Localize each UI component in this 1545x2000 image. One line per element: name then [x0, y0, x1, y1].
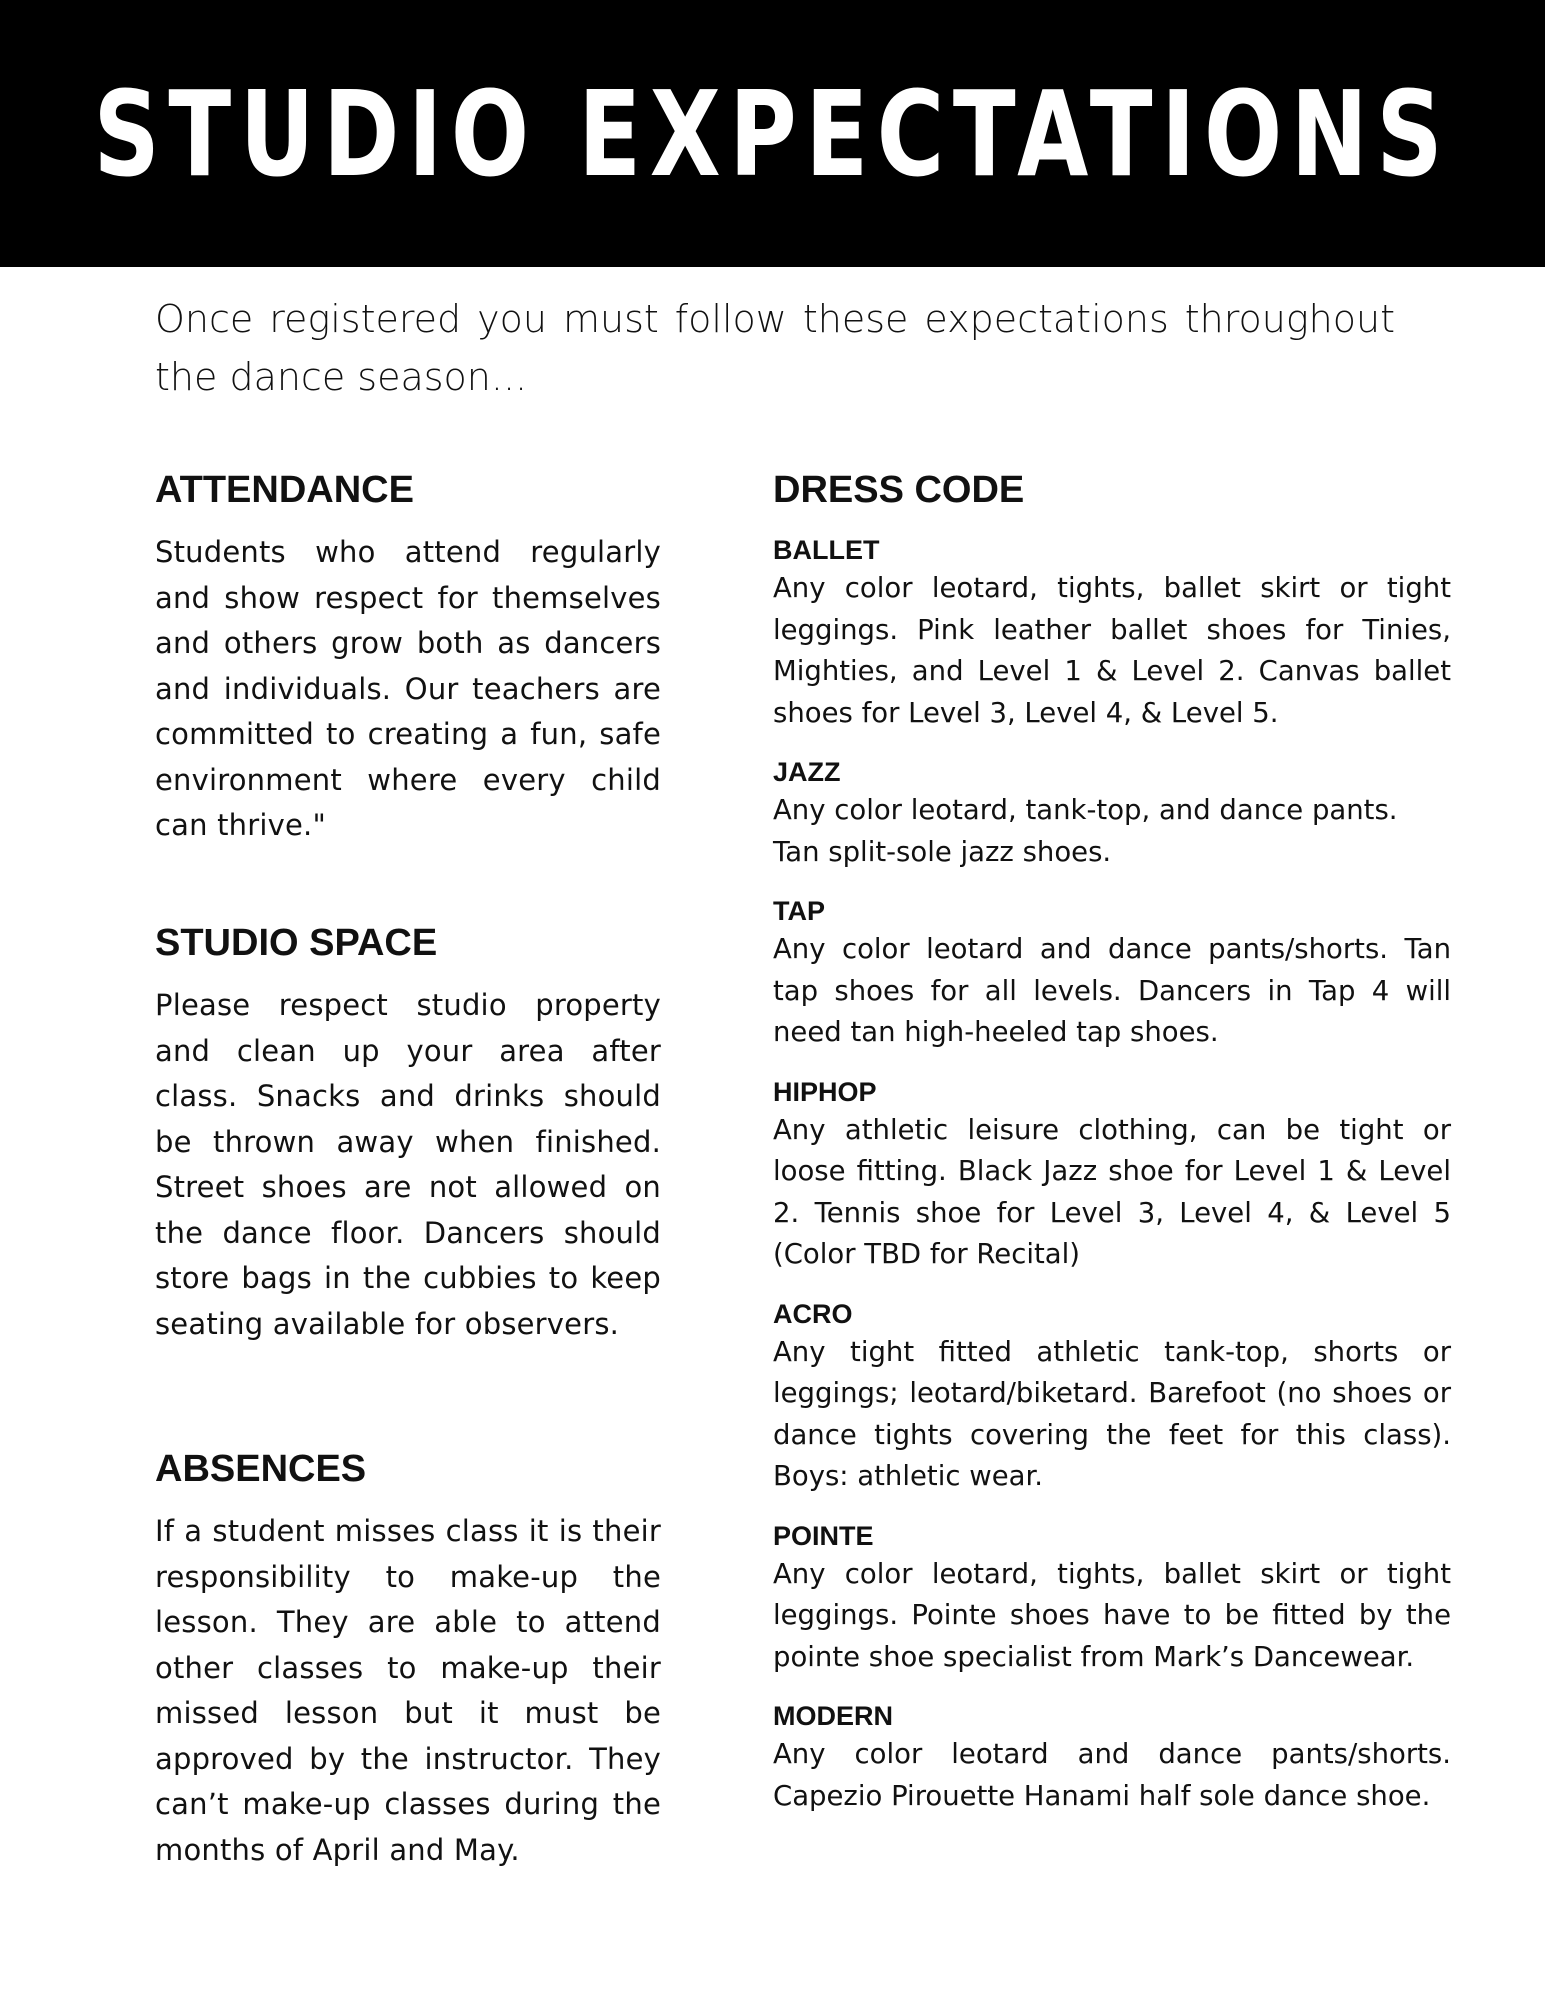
- dress-item-text: Any color leotard, tights, ballet skirt or tight leggings. Pink leather ballet shoes for Tinies, Mighties, and Level 1 & Level 2. Canvas ballet shoes for Level 3, Level 4, & Level 5.: [773, 572, 1451, 729]
- dress-item-name: POINTE: [773, 1520, 874, 1551]
- intro-text: Once registered you must follow these expectations throughout the dance season...: [155, 297, 1395, 399]
- dress-item-acro: [773, 1296, 1451, 1498]
- dress-item-name: ACRO: [773, 1298, 853, 1329]
- dress-item-name: MODERN: [773, 1701, 893, 1731]
- dress-item-jazz: [773, 754, 1451, 873]
- attendance-section: [155, 460, 661, 849]
- absences-section: [155, 1439, 661, 1873]
- dress-code-column: [773, 460, 1451, 1817]
- dress-item-text: Any tight fitted athletic tank-top, shorts or leggings; leotard/biketard. Barefoot (no shoes or dance tights covering the feet for this class). Boys: athletic wear.: [773, 1335, 1451, 1492]
- dress-item-text: Any color leotard and dance pants/shorts. Capezio Pirouette Hanami half sole dance shoe.: [773, 1738, 1451, 1812]
- dress-code-heading: DRESS CODE: [773, 469, 1025, 511]
- absences-heading: ABSENCES: [155, 1448, 367, 1490]
- dress-item-text: Any athletic leisure clothing, can be tight or loose fitting. Black Jazz shoe for Level 1 & Level 2. Tennis shoe for Level 3, Level 4, & Level 5 (Color TBD for Recital): [773, 1113, 1451, 1270]
- absences-text: If a student misses class it is their responsibility to make-up the lesson. They are able to attend other classes to make-up their missed lesson but it must be approved by the instructor. They can’t make-up classes during the months of April and May.: [155, 1514, 661, 1867]
- dress-item-pointe: [773, 1518, 1451, 1679]
- dress-item-name: TAP: [773, 896, 825, 926]
- dress-item-text: Any color leotard, tights, ballet skirt or tight leggings. Pointe shoes have to be fitted by the pointe shoe specialist from Mark’s Dancewear.: [773, 1557, 1451, 1673]
- dress-item-ballet: [773, 532, 1451, 734]
- dress-item-name: HIPHOP: [773, 1076, 877, 1107]
- dress-item-text: Any color leotard, tank-top, and dance pants.: [773, 794, 1398, 826]
- header-banner: [0, 0, 1545, 267]
- studio-space-heading: STUDIO SPACE: [155, 922, 438, 964]
- attendance-heading: ATTENDANCE: [155, 469, 414, 511]
- dress-item-tap: [773, 893, 1451, 1054]
- dress-item-text-2: Tan split-sole jazz shoes.: [773, 835, 1112, 868]
- page-title: STUDIO EXPECTATIONS: [93, 64, 1452, 203]
- dress-item-modern: [773, 1698, 1451, 1817]
- dress-item-hiphop: [773, 1074, 1451, 1276]
- studio-space-section: [155, 913, 661, 1347]
- dress-item-text: Any color leotard and dance pants/shorts. Tan tap shoes for all levels. Dancers in Tap 4 will need tan high-heeled tap shoes.: [773, 933, 1451, 1048]
- dress-item-name: BALLET: [773, 535, 880, 565]
- dress-item-name: JAZZ: [773, 757, 841, 787]
- attendance-text: Students who attend regularly and show respect for themselves and others grow both as dancers and individuals. Our teachers are committed to creating a fun, safe environment where every child can thrive.": [155, 535, 661, 842]
- studio-space-text: Please respect studio property and clean up your area after class. Snacks and drinks should be thrown away when finished. Street shoes are not allowed on the dance floor. Dancers should store bags in the cubbies to keep seating available for observers.: [155, 988, 661, 1341]
